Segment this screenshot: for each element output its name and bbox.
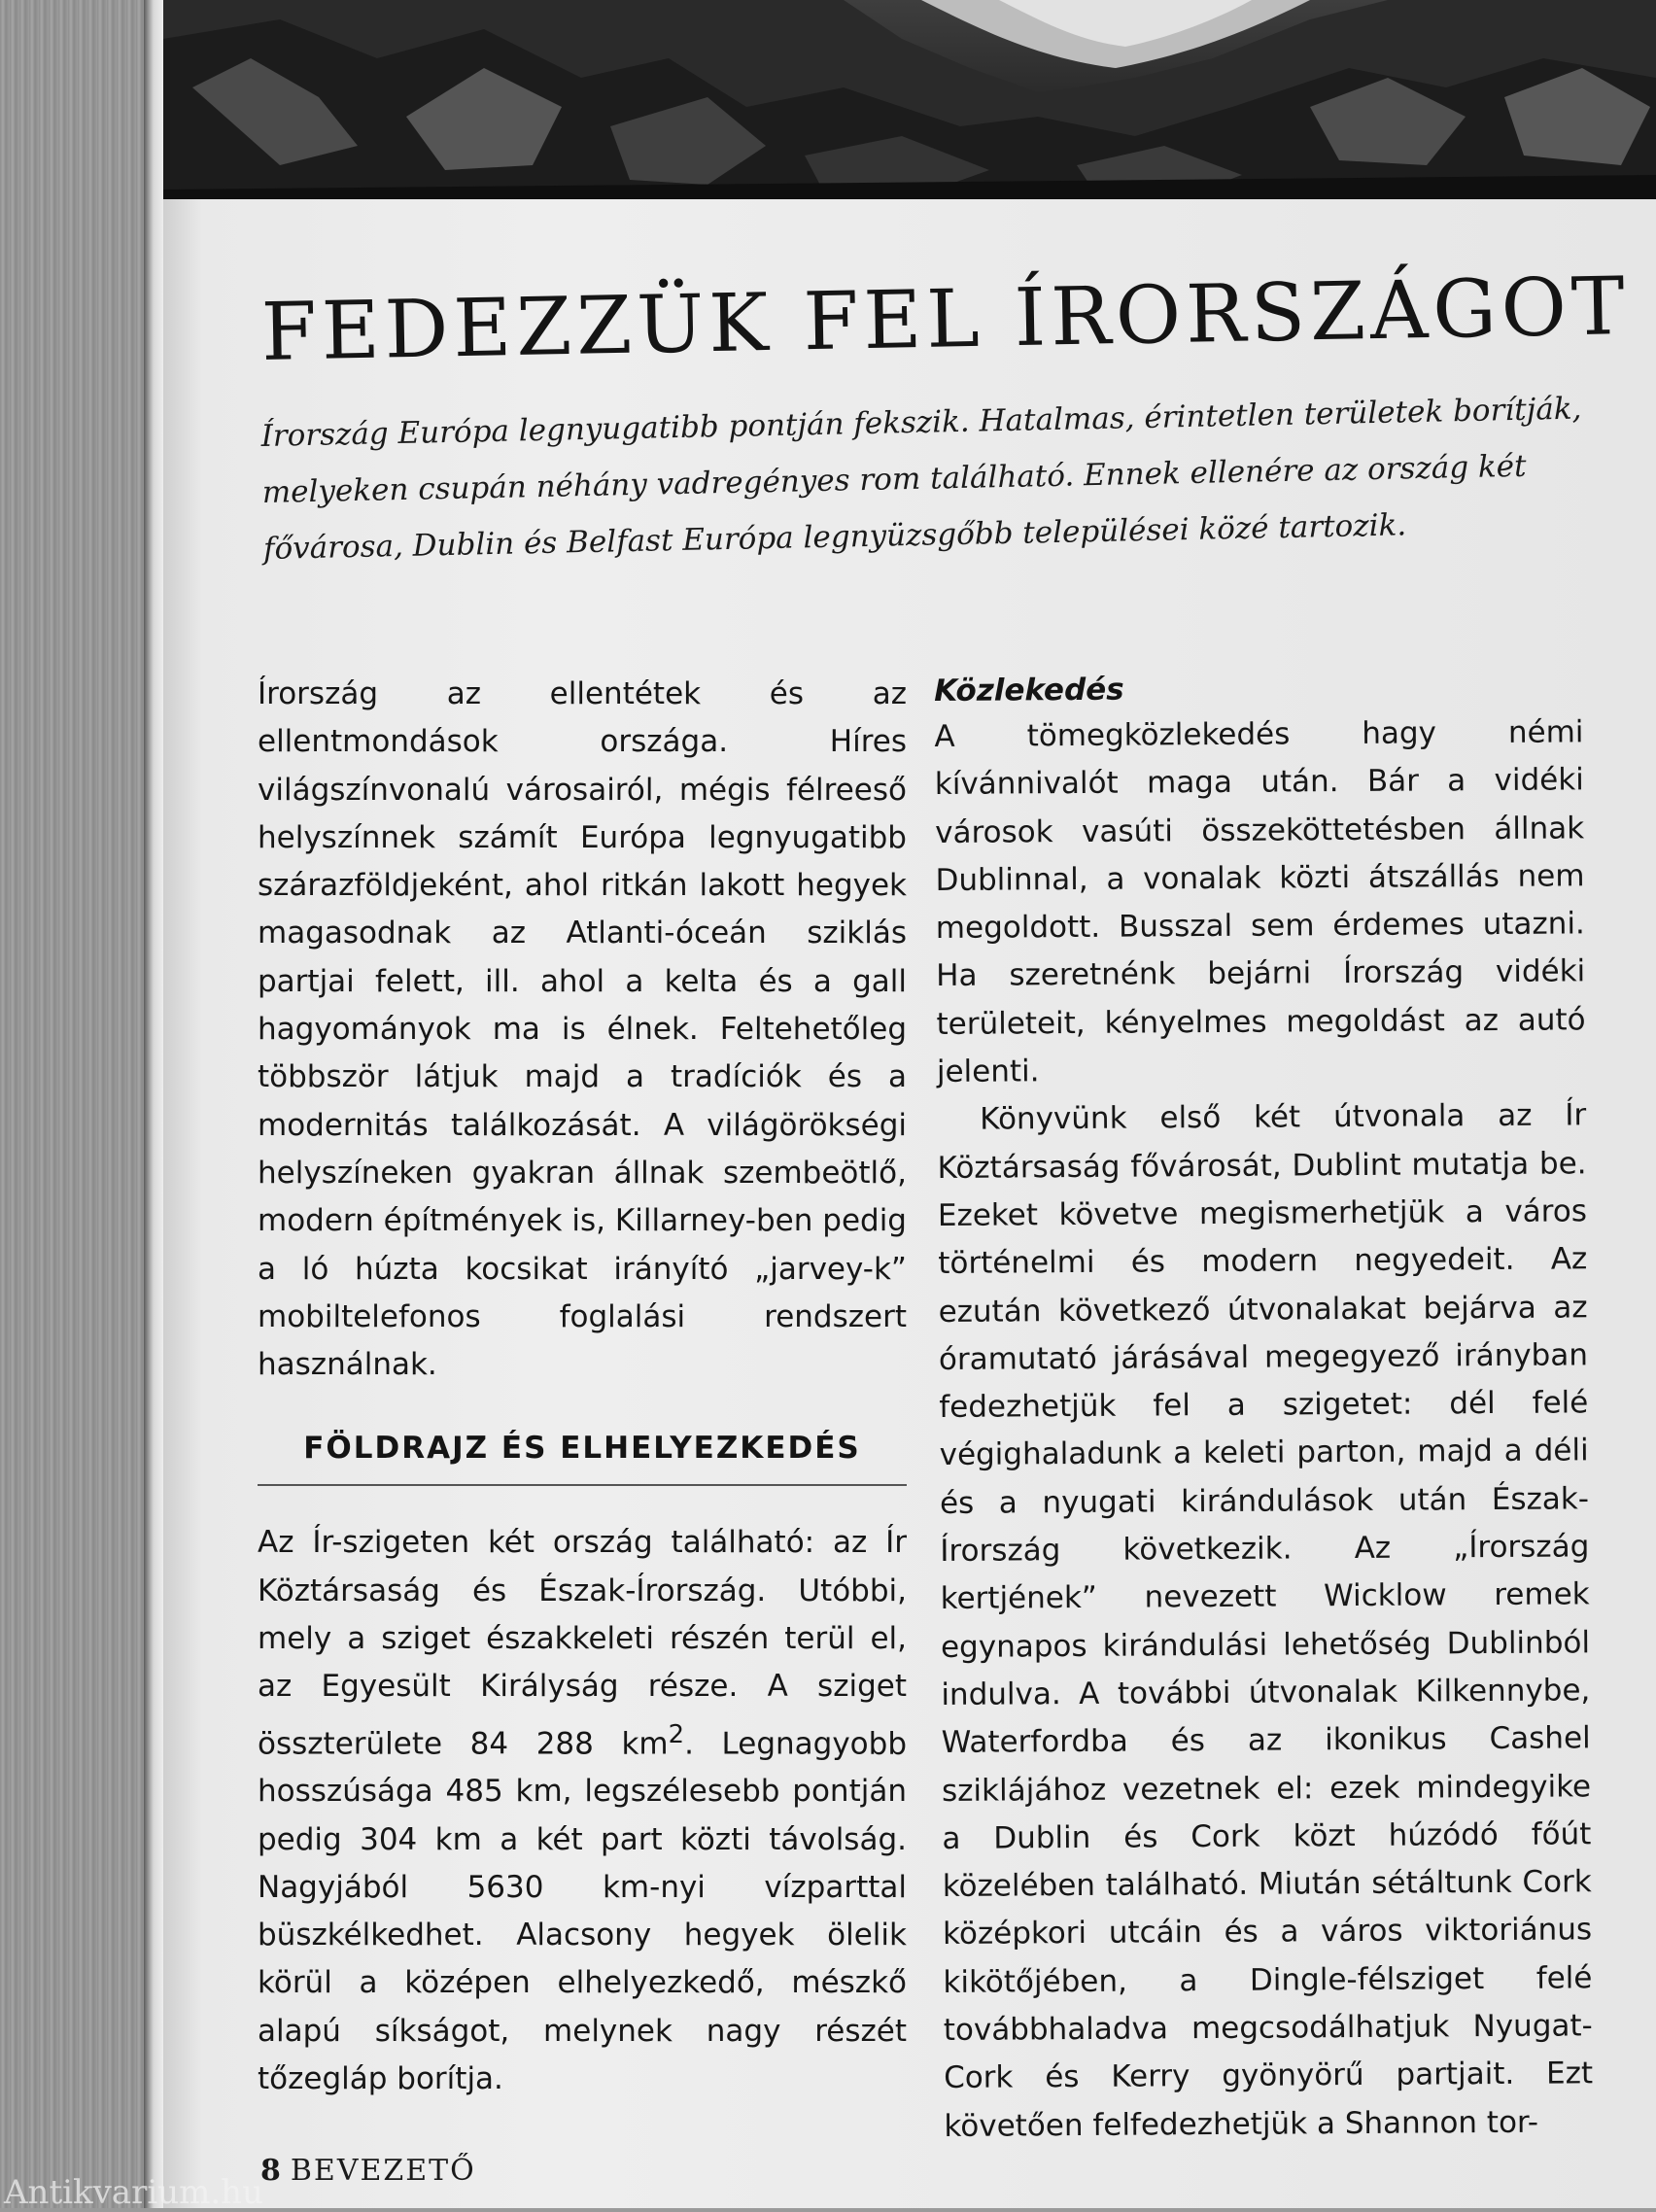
left-column bbox=[258, 671, 907, 2103]
heading-spacer bbox=[258, 1486, 907, 1519]
page-title: FEDEZZÜK FEL ÍRORSZÁGOT bbox=[260, 259, 1631, 379]
book-page bbox=[163, 0, 1656, 2208]
right-column bbox=[934, 664, 1594, 2151]
left-paragraph-2 bbox=[258, 1519, 907, 2103]
page-number: 8 bbox=[260, 2154, 283, 2188]
header-photo-rocky-coast bbox=[163, 0, 1656, 199]
rock-landscape-image bbox=[163, 0, 1656, 199]
watermark: Antikvarium.hu bbox=[4, 2173, 263, 2212]
subheading-transport: Közlekedés bbox=[934, 672, 1124, 709]
page-footer bbox=[260, 2154, 476, 2188]
superscript-squared: 2 bbox=[668, 1719, 685, 1749]
footer-section-label: BEVEZETŐ bbox=[290, 2154, 476, 2188]
intro-paragraph: Írország Európa legnyugatibb pontján fekszik. Hatalmas, érintetlen területek borítják, melyeken csupán néhány vadregényes rom található. Ennek ellenére az ország két fővárosa, Dublin és Belfast Európa legnyüzsgőbb települései közé tartozik. bbox=[260, 391, 1582, 567]
section-heading-geography: FÖLDRAJZ ÉS ELHELYEZKEDÉS bbox=[258, 1426, 907, 1486]
left-paragraph-2-text-a: Az Ír-szigeten két ország található: az Ír Köztársaság és Észak-Írország. Utóbbi, mely a sziget északkeleti részén terül el, az Egyesült Királyság része. A sziget összterülete 84 288 km bbox=[258, 1525, 907, 1761]
left-paragraph-2-text-b: . Legnagyobb hosszúsága 485 km, legszélesebb pontján pedig 304 km a két part közti távolság. Nagyjából 5630 km-nyi vízparttal büszkélkedhet. Alacsony hegyek ölelik körül a középen elhelyezkedő, mészkő alapú síkságot, melynek nagy részét tőzegláp borítja. bbox=[258, 1725, 907, 2097]
book-spine bbox=[144, 0, 165, 2208]
right-paragraph-1: A tömegközlekedés hagy némi kívánnivalót maga után. Bár a vidéki városok vasúti összeköttetésben állnak Dublinnal, a vonalak közti átszállás nem megoldott. Busszal sem érdemes utazni. Ha szeretnénk bejárni Írország vidéki területeit, kényelmes megoldást az autó jelenti. bbox=[934, 714, 1586, 1090]
background-surface bbox=[0, 0, 155, 2208]
left-paragraph-1: Írország az ellentétek és az ellentmondások országa. Híres világszínvonalú városairól, mégis félreeső helyszínnek számít Európa legnyugatibb szárazföldjeként, ahol ritkán lakott hegyek magasodnak az Atlanti-óceán sziklás partjai felett, ill. ahol a kelta és a gall hagyományok ma is élnek. Feltehetőleg többször látjuk majd a tradíciók és a modernitás találkozását. A világörökségi helyszíneken gyakran állnak szembeötlő, modern építmények is, Killarney-ben pedig a ló húzta kocsikat irányító „jarvey-k” mobiltelefonos foglalási rendszert használnak. bbox=[258, 676, 907, 1383]
right-paragraph-2: Könyvünk első két útvonala az Ír Köztársaság fővárosát, Dublint mutatja be. Ezeket követve megismerhetjük a város történelmi és modern negyedeit. Az ezután következő útvonalakat bejárva az óramutató járásával megegyező irányban fedezhetjük fel a szigetet: dél felé végighaladunk a keleti parton, majd a déli és a nyugati kirándulások után Észak-Írország következik. Az „Írország kertjének” nevezett Wicklow remek egynapos kirándulási lehetőség Dublinból indulva. A további útvonalak Kilkennybe, Waterfordba és az ikonikus Cashel sziklájához vezetnek el: ezek mindegyike a Dublin és Cork közt húzódó főút közelében található. Miután sétáltunk Cork középkori utcáin és a város viktoriánus kikötőjében, a Dingle-félsziget felé továbbhaladva megcsodálhatjuk Nyugat-Cork és Kerry gyönyörű partjait. Ezt követően felfedezhetjük a Shannon tor- bbox=[937, 1097, 1594, 2144]
